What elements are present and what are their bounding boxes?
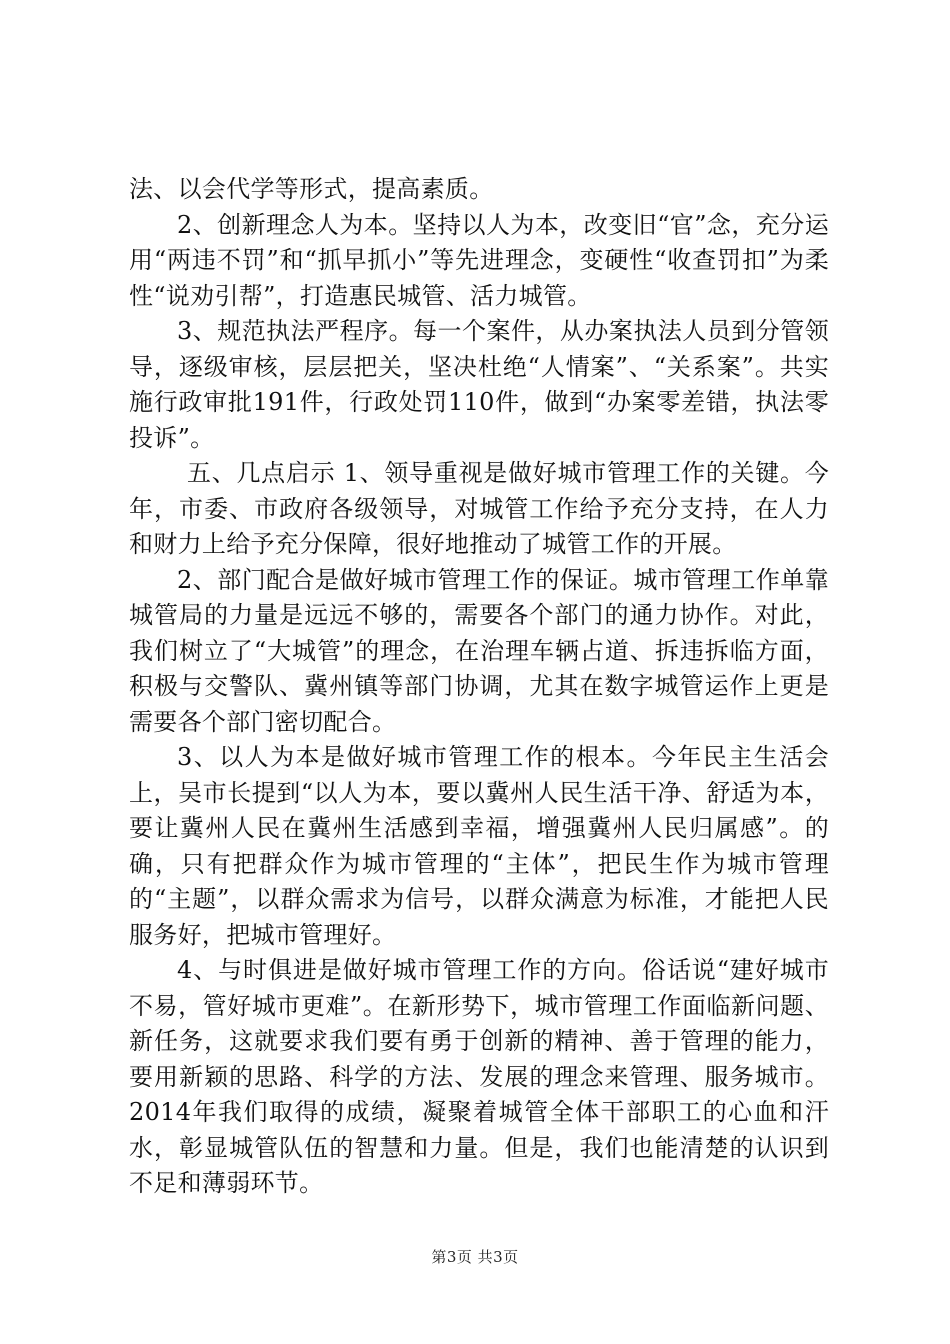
paragraph: 4、与时俱进是做好城市管理工作的方向。俗话说“建好城市不易，管好城市更难”。在新形势下，城市管理工作面临新问题、新任务，这就要求我们要有勇于创新的精神、善于管理的能力，要用新颖的思路、科学的方法、发展的理念来管理、服务城市。2014年我们取得的成绩，凝聚着城管全体干部职工的心血和汗水，彰显城管队伍的智慧和力量。但是，我们也能清楚的认识到不足和薄弱环节。 bbox=[129, 956, 829, 1197]
paragraph: 2、部门配合是做好城市管理工作的保证。城市管理工作单靠城管局的力量是远远不够的，需要各个部门的通力协作。对此，我们树立了“大城管”的理念，在治理车辆占道、拆违拆临方面，积极与交警队、冀州镇等部门协调，尤其在数字城管运作上更是需要各个部门密切配合。 bbox=[129, 565, 829, 736]
paragraph: 五、几点启示 1、领导重视是做好城市管理工作的关键。今年，市委、市政府各级领导，对城管工作给予充分支持，在人力和财力上给予充分保障，很好地推动了城管工作的开展。 bbox=[129, 459, 829, 558]
paragraph: 3、规范执法严程序。每一个案件，从办案执法人员到分管领导，逐级审核，层层把关，坚决杜绝“人情案”、“关系案”。共实施行政审批191件，行政处罚110件，做到“办案零差错，执法零投诉”。 bbox=[129, 317, 829, 452]
page-number-label: 第3页 共3页 bbox=[431, 1248, 519, 1266]
paragraph: 3、以人为本是做好城市管理工作的根本。今年民主生活会上，吴市长提到“以人为本，要以冀州人民生活干净、舒适为本，要让冀州人民在冀州生活感到幸福，增强冀州人民归属感”。的确，只有把群众作为城市管理的“主体”，把民生作为城市管理的“主题”，以群众需求为信号，以群众满意为标准，才能把人民服务好，把城市管理好。 bbox=[129, 743, 829, 949]
page-footer bbox=[0, 1246, 950, 1267]
paragraph: 法、以会代学等形式，提高素质。 bbox=[129, 175, 494, 203]
paragraph: 2、创新理念人为本。坚持以人为本，改变旧“官”念，充分运用“两违不罚”和“抓早抓小”等先进理念，变硬性“收查罚扣”为柔性“说劝引帮”，打造惠民城管、活力城管。 bbox=[129, 210, 829, 310]
document-body bbox=[129, 172, 829, 1202]
